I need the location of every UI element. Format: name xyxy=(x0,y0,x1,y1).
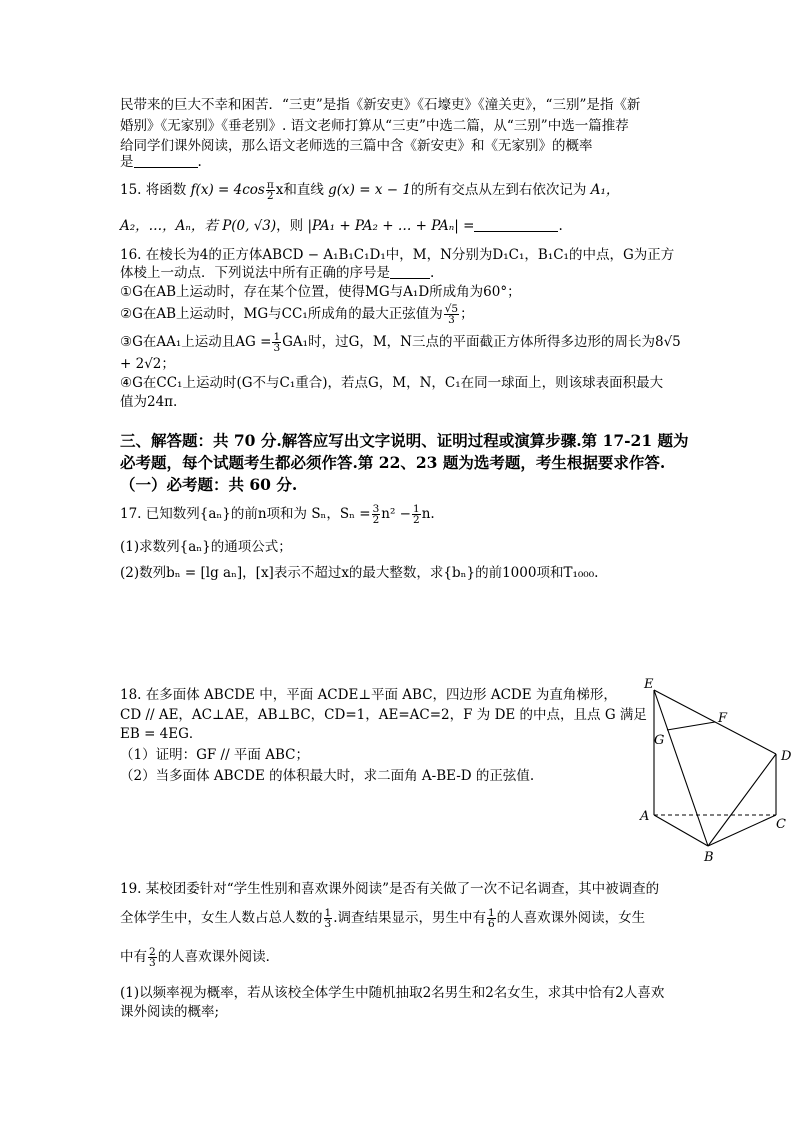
p16-line-2 xyxy=(120,264,434,282)
p15-func-f: f(x) = 4cos xyxy=(190,182,265,198)
segment-gf xyxy=(667,722,715,730)
p15-point-p: P(0, √3) xyxy=(222,218,277,234)
label-a: A xyxy=(640,809,650,824)
p16-option-4-cont: 值为24π. xyxy=(120,394,178,410)
frac-den: 3 xyxy=(324,918,332,930)
p16-option-3-text-b: GA₁时，过G，M，N三点的平面截正方体所得多边形的周长为8√5 xyxy=(282,334,681,350)
edge-bc xyxy=(708,815,776,846)
p14-line-1: 民带来的巨大不幸和困苦．“三吏”是指《新安吏》《石壕吏》《潼关吏》，“三别”是指《新 xyxy=(120,97,641,113)
p16-option-3 xyxy=(120,330,681,354)
p19-line-2 xyxy=(120,905,645,931)
p15-intro: 15. 将函数 xyxy=(120,182,187,198)
p18-question-1: （1）证明：GF // 平面 ABC； xyxy=(120,747,309,763)
p16-option-2 xyxy=(120,302,474,326)
edge-db xyxy=(708,754,776,846)
p16-option-2-fraction xyxy=(444,304,459,325)
section-3-heading-1: 三、解答题：共 70 分.解答应写出文字说明、证明过程或演算步骤.第 17-21 题为 xyxy=(120,431,689,450)
p19-fraction-2 xyxy=(487,908,496,929)
p16-line-1: 16. 在棱长为4的正方体ABCD − A₁B₁C₁D₁中，M，N分别为D₁C₁，B₁C₁的中点，G为正方 xyxy=(120,247,675,263)
p18-question-2: （2）当多面体 ABCDE 的体积最大时，求二面角 A-BE-D 的正弦值. xyxy=(120,768,535,784)
polyhedron-figure xyxy=(630,672,794,867)
p15-fraction xyxy=(266,180,275,201)
edge-eb xyxy=(654,690,708,846)
p16-option-2-text: ②G在AB上运动时，MG与CC₁所成角的最大正弦值为 xyxy=(120,306,443,322)
label-g: G xyxy=(654,733,665,748)
p15-equals: = xyxy=(463,218,475,234)
label-b: B xyxy=(704,850,714,865)
p15-func-g: g(x) = x − 1 xyxy=(328,182,411,198)
p14-line-4 xyxy=(120,153,202,171)
p16-option-3-fraction xyxy=(272,332,281,353)
frac-num: 1 xyxy=(413,503,420,515)
p15-frac-den: 2 xyxy=(266,190,274,202)
p14-period: . xyxy=(197,154,202,170)
p19-text-a: 全体学生中，女生人数占总人数的 xyxy=(120,910,323,926)
frac-num: 1 xyxy=(487,907,495,919)
p19-text-d: 中有 xyxy=(120,949,147,965)
p19-line-3 xyxy=(120,944,279,970)
p14-line-3: 给同学们课外阅读，那么语文老师选的三篇中含《新安吏》和《无家别》的概率 xyxy=(120,138,593,154)
p16-option-3-cont: + 2√2； xyxy=(120,356,175,372)
p19-line-1: 19. 某校团委针对“学生性别和喜欢课外阅读”是否有关做了一次不记名调查，其中被调查的 xyxy=(120,881,660,897)
label-f: F xyxy=(718,711,728,726)
label-e: E xyxy=(644,677,654,692)
section-3-heading-2: 必考题，每个试题考生都必须作答.第 22、23 题为选考题，考生根据要求作答. xyxy=(120,453,666,472)
p17-text-b: n² − xyxy=(381,506,411,522)
frac-num: 3 xyxy=(372,503,380,515)
p19-fraction-3 xyxy=(148,947,157,968)
p17-line-1 xyxy=(120,502,435,526)
p15-text-c: x和直线 xyxy=(275,182,324,198)
p17-question-1: (1)求数列{aₙ}的通项公式； xyxy=(120,539,292,555)
frac-den: 3 xyxy=(149,957,156,969)
frac-num: 1 xyxy=(273,331,281,343)
p14-line-2: 婚别》《无家别》《垂老别》. 语文老师打算从“三吏”中选二篇，从“三别”中选一篇推荐 xyxy=(120,118,629,134)
answer-blank xyxy=(474,217,558,232)
frac-den: 3 xyxy=(273,342,281,354)
p15-text-i: ，则 xyxy=(276,218,304,234)
p19-question-1-cont: 课外阅读的概率; xyxy=(120,1004,220,1020)
p17-fraction-2 xyxy=(412,504,421,525)
p18-line-1: 18. 在多面体 ABCDE 中，平面 ACDE⊥平面 ABC，四边形 ACDE 为直角梯形， xyxy=(120,687,617,703)
p16-option-2-end: ； xyxy=(460,306,474,322)
label-c: C xyxy=(776,817,786,832)
p17-text-a: 17. 已知数列{aₙ}的前n项和为 Sₙ，Sₙ = xyxy=(120,506,371,522)
section-3-heading-3: （一）必考题：共 60 分. xyxy=(120,475,298,494)
p16-option-1: ①G在AB上运动时，存在某个位置，使得MG与A₁D所成角为60°； xyxy=(120,284,521,300)
p19-text-b: .调查结果显示，男生中有 xyxy=(333,910,486,926)
p16-option-4: ④G在CC₁上运动时(G不与C₁重合)，若点G，M，N，C₁在同一球面上，则该球表面积最大 xyxy=(120,375,664,391)
p19-text-c: 的人喜欢课外阅读，女生 xyxy=(496,910,646,926)
p15-frac-num: π xyxy=(266,179,274,191)
p15-a1: A₁， xyxy=(590,182,620,198)
answer-blank xyxy=(390,264,430,279)
p19-question-1: (1)以频率视为概率，若从该校全体学生中随机抽取2名男生和2名女生，求其中恰有2人喜欢 xyxy=(120,985,665,1001)
p14-prefix: 是 xyxy=(120,154,134,170)
p15-points: A₂，…，Aₙ，若 xyxy=(120,218,218,234)
frac-den: 2 xyxy=(372,514,380,526)
p15-line-1 xyxy=(120,178,619,202)
p17-fraction-1 xyxy=(372,504,381,525)
p17-text-c: n. xyxy=(421,506,435,522)
p17-question-2: (2)数列bₙ = [lg aₙ]，[x]表示不超过x的最大整数，求{bₙ}的前1000项和T₁₀₀₀. xyxy=(120,565,599,581)
frac-den: 2 xyxy=(413,514,420,526)
p15-line-2: A₂，…，Aₙ，若 P(0, √3)，则 |PA₁ + PA₂ + … + PAₙ| = . xyxy=(120,218,563,234)
frac-num: √5 xyxy=(444,303,459,315)
p15-text-e: 的所有交点从左到右依次记为 xyxy=(410,182,587,198)
edge-ab xyxy=(654,815,708,846)
frac-den: 3 xyxy=(448,314,455,326)
answer-blank xyxy=(134,153,198,168)
p18-line-3: EB = 4EG． xyxy=(120,726,203,742)
frac-den: 6 xyxy=(487,918,495,930)
p19-fraction-1 xyxy=(324,908,333,929)
p16-option-3-text: ③G在AA₁上运动且AG = xyxy=(120,334,272,350)
frac-num: 2 xyxy=(149,946,156,958)
label-d: D xyxy=(781,749,792,764)
p15-vector-sum: |PA₁ + PA₂ + … + PAₙ| xyxy=(307,218,459,234)
p16-period: . xyxy=(430,265,435,281)
p18-line-2: CD // AE，AC⊥AE，AB⊥BC，CD=1，AE=AC=2，F 为 DE 的中点，且点 G 满足 xyxy=(120,707,647,723)
frac-num: 1 xyxy=(324,907,332,919)
p19-text-e: 的人喜欢课外阅读． xyxy=(157,949,280,965)
p16-question: 体棱上一动点．下列说法中所有正确的序号是 xyxy=(120,265,390,281)
